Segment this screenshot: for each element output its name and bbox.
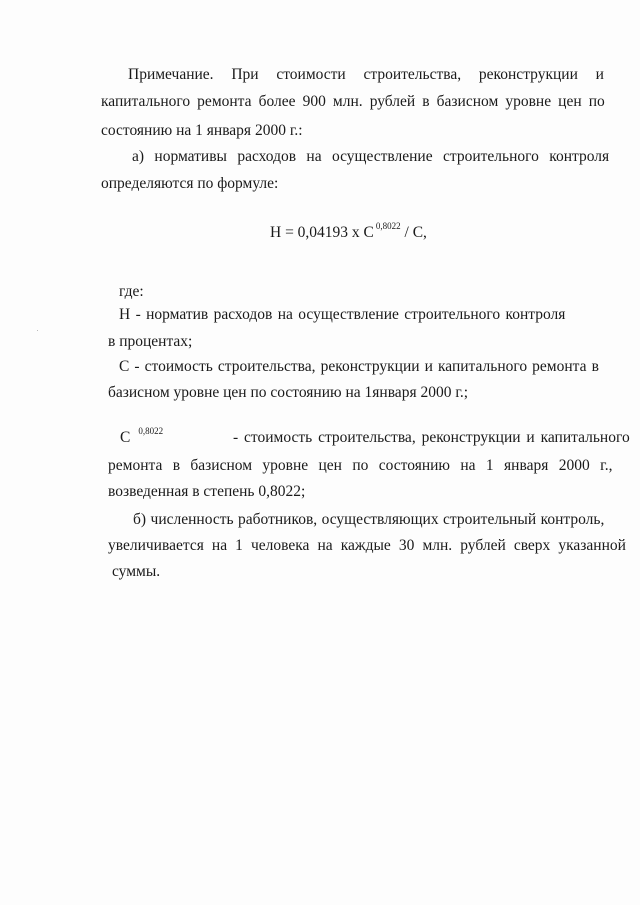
note-word: Примечание. (128, 66, 214, 83)
def-c-exp-symbol (120, 428, 163, 449)
note-line-3: состоянию на 1 января 2000 г.: (101, 122, 303, 139)
note-line-2: капитального ремонта более 900 млн. рублей в базисном уровне цен по (101, 93, 605, 110)
item-a-line-2: определяются по формуле: (101, 175, 279, 192)
item-b-line-1-text: б) численность работников, осуществляющих строительный контроль, (133, 511, 605, 528)
note-word: и (595, 66, 604, 83)
def-c-line-2: базисном уровне цен по состоянию на 1января 2000 г.; (108, 384, 469, 401)
item-b-line-3: суммы. (112, 563, 161, 580)
def-c-exp-line-2: ремонта в базисном уровне цен по состоянию на 1 января 2000 г., (108, 457, 613, 474)
note-word: реконструкции (478, 66, 578, 83)
def-c-exp-line-3: возведенная в степень 0,8022; (108, 483, 306, 500)
formula-right: / С, (400, 224, 427, 241)
item-a-line-1: а) нормативы расходов на осуществление строительного контроля (132, 148, 610, 165)
formula-exponent: 0,8022 (375, 221, 401, 231)
def-h-line-2: в процентах; (108, 333, 193, 350)
where-label: где: (119, 283, 144, 300)
note-line-1 (128, 65, 604, 85)
def-c-line-1: С - стоимость строительства, реконструкции и капитального ремонта в (119, 358, 599, 375)
formula-left: Н = 0,04193 х С (270, 224, 374, 241)
item-b-line-1 (133, 510, 604, 530)
item-b-line-2: увеличивается на 1 человека на каждые 30 млн. рублей сверх указанной (108, 537, 626, 554)
formula (270, 221, 427, 242)
def-c-exp-line-1: - стоимость строительства, реконструкции и капитального (233, 429, 630, 446)
scan-artifact (37, 330, 38, 331)
def-c-exp-exponent: 0,8022 (138, 426, 164, 436)
note-word: стоимости (276, 66, 346, 83)
def-h-line-1: Н - норматив расходов на осуществление строительного контроля (119, 306, 566, 323)
def-c-exp-letter: С (120, 429, 131, 446)
note-word: строительства, (363, 66, 462, 83)
note-word: При (231, 66, 259, 83)
